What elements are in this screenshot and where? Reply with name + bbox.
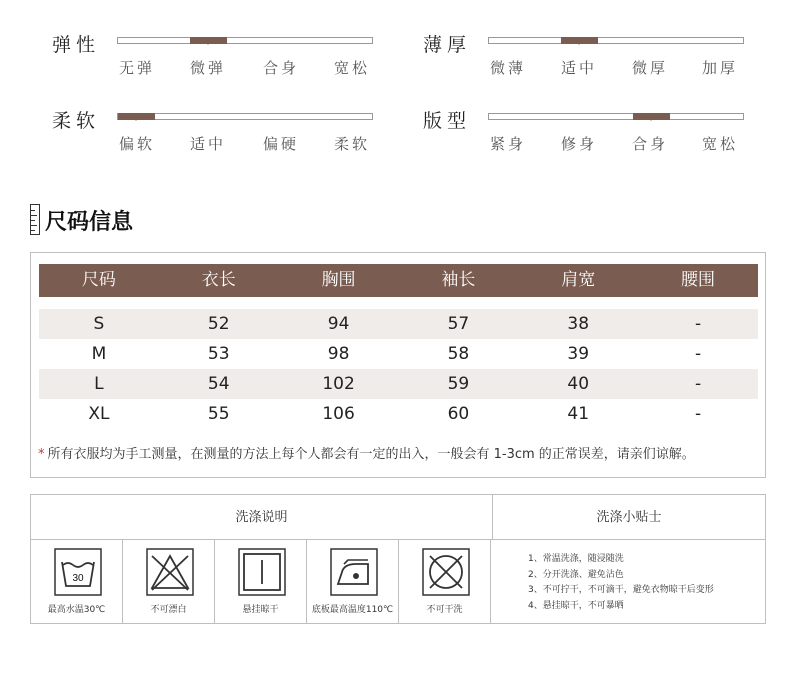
attr-thickness	[423, 30, 753, 80]
wash-panel	[30, 494, 766, 624]
table-cell: XL	[88, 404, 110, 424]
hang-dry-icon	[238, 548, 286, 596]
no-bleach-icon	[146, 548, 194, 596]
table-cell: L	[94, 374, 104, 394]
attr-marker-icon	[574, 37, 584, 45]
table-cell: 38	[567, 314, 590, 334]
wash-30-icon	[54, 548, 102, 596]
attr-softness	[52, 106, 382, 156]
size-table	[30, 252, 766, 478]
iron-110-icon	[330, 548, 378, 596]
table-cell: M	[91, 344, 107, 364]
column-header: 腰围	[681, 270, 716, 290]
attr-fit	[423, 106, 753, 156]
column-header: 尺码	[81, 270, 116, 290]
table-cell: -	[694, 344, 702, 364]
note-asterisk: *	[38, 447, 45, 462]
care-label: 底板最高温度110℃	[311, 605, 394, 615]
attr-option: 偏软	[119, 135, 156, 153]
table-cell: 41	[567, 404, 590, 424]
list-item: 3、不可拧干，不可滴干，避免衣物晾干后变形	[528, 585, 714, 595]
attr-track	[117, 113, 373, 120]
attr-option: 微弹	[190, 59, 227, 77]
attr-option: 合身	[632, 135, 669, 153]
wash-tips-list	[528, 552, 714, 614]
attr-name: 薄厚	[423, 34, 472, 56]
attr-option: 微薄	[490, 59, 527, 77]
table-cell: 102	[322, 374, 355, 394]
care-item-iron	[307, 540, 399, 623]
care-label: 不可干洗	[426, 605, 463, 615]
table-row	[39, 369, 758, 399]
column-header: 胸围	[321, 270, 356, 290]
attr-option: 宽松	[334, 59, 371, 77]
attr-name: 弹性	[52, 34, 101, 56]
column-header: 袖长	[441, 270, 476, 290]
wash-title: 洗涤说明	[31, 495, 493, 540]
table-cell: 55	[207, 404, 230, 424]
list-item: 2、分开洗涤、避免沾色	[528, 569, 624, 580]
table-cell: 98	[327, 344, 350, 364]
attr-option: 宽松	[702, 135, 739, 153]
care-item-bleach	[123, 540, 215, 623]
attr-track	[117, 37, 373, 44]
attr-marker-icon	[646, 113, 656, 121]
attr-name: 版型	[423, 110, 472, 132]
care-label: 悬挂晾干	[242, 605, 279, 615]
section-title: 尺码信息	[45, 210, 134, 235]
attr-name: 柔软	[52, 110, 101, 132]
table-cell: 58	[447, 344, 470, 364]
table-cell: 52	[207, 314, 230, 334]
table-cell: -	[694, 314, 702, 334]
table-cell: 40	[567, 374, 590, 394]
list-item: 4、悬挂晾干，不可暴晒	[528, 600, 624, 611]
note-text: 所有衣服均为手工测量，在测量的方法上每个人都会有一定的出入，一般会有 1-3cm 的正常误差，请亲们谅解。	[47, 447, 695, 462]
table-row	[39, 399, 758, 429]
care-label: 不可漂白	[150, 605, 187, 615]
table-cell: 106	[322, 404, 355, 424]
ruler-icon	[30, 204, 40, 235]
attr-option: 修身	[561, 135, 598, 153]
attr-option: 合身	[263, 59, 300, 77]
wash-temp: 30	[72, 573, 84, 584]
attr-option: 无弹	[119, 59, 156, 77]
care-label: 最高水温30℃	[47, 605, 106, 615]
table-row	[39, 309, 758, 339]
table-cell: -	[694, 374, 702, 394]
table-cell: 94	[327, 314, 350, 334]
attr-option: 紧身	[490, 135, 527, 153]
tips-title: 洗涤小贴士	[596, 510, 662, 525]
table-cell: 60	[447, 404, 470, 424]
care-item-dryclean	[399, 540, 491, 623]
table-cell: S	[93, 314, 105, 334]
table-cell: -	[694, 404, 702, 424]
list-item: 1、常温洗涤，随浸随洗	[528, 554, 624, 564]
table-cell: 57	[447, 314, 470, 334]
measurement-note	[38, 443, 695, 462]
attr-option: 微厚	[632, 59, 669, 77]
table-cell: 39	[567, 344, 590, 364]
attr-option: 适中	[561, 59, 598, 77]
table-cell: 54	[207, 374, 230, 394]
attr-option: 偏硬	[263, 135, 300, 153]
care-item-wash	[31, 540, 123, 623]
table-cell: 53	[207, 344, 230, 364]
attr-option: 适中	[190, 135, 227, 153]
care-item-dry	[215, 540, 307, 623]
table-cell: 59	[447, 374, 470, 394]
column-header: 衣长	[201, 270, 236, 290]
no-dry-clean-icon	[422, 548, 470, 596]
attr-elasticity	[52, 30, 382, 80]
attr-option: 加厚	[702, 59, 739, 77]
attr-option: 柔软	[334, 135, 371, 153]
attr-marker-icon	[131, 113, 141, 121]
table-row	[39, 339, 758, 369]
attr-track	[488, 113, 744, 120]
size-table-header	[39, 264, 758, 297]
attr-marker-icon	[203, 37, 213, 45]
column-header: 肩宽	[561, 270, 596, 290]
attr-track	[488, 37, 744, 44]
